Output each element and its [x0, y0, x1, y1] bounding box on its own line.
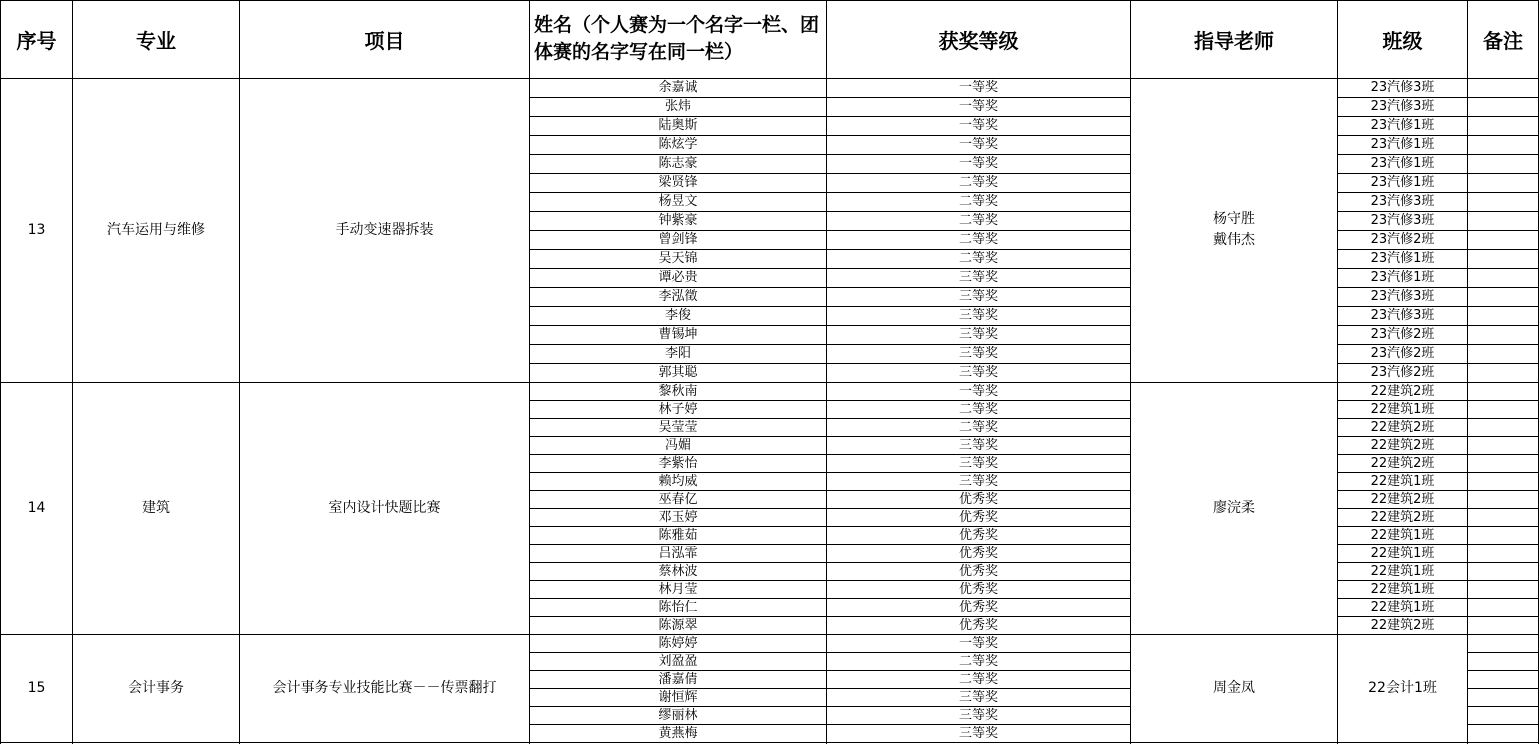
- name-cell: 谭必贵: [658, 270, 698, 285]
- major-cell: 汽车运用与维修: [107, 221, 205, 238]
- group-border: [0, 742, 1539, 743]
- row-divider: [1337, 436, 1467, 437]
- row-divider: [1467, 544, 1538, 545]
- class-cell: 23汽修1班: [1370, 118, 1435, 133]
- award-cell: 三等奖: [958, 346, 998, 361]
- seq-cell: 13: [27, 221, 46, 238]
- row-divider: [529, 192, 1130, 193]
- row-divider: [529, 211, 1130, 212]
- row-divider: [1467, 135, 1538, 136]
- name-cell: 陈炫学: [658, 137, 698, 152]
- header-major: 专业: [136, 28, 176, 53]
- row-divider: [1467, 418, 1538, 419]
- class-cell: 23汽修1班: [1370, 137, 1435, 152]
- row-divider: [1337, 211, 1467, 212]
- row-divider: [529, 400, 1130, 401]
- row-divider: [529, 363, 1130, 364]
- name-cell: 曾剑锋: [658, 232, 698, 247]
- seq-cell: 14: [27, 499, 46, 516]
- class-cell: 22建筑1班: [1370, 581, 1435, 597]
- row-divider: [529, 580, 1130, 581]
- award-cell: 优秀奖: [958, 491, 998, 507]
- row-divider: [529, 344, 1130, 345]
- row-divider: [529, 173, 1130, 174]
- row-divider: [1467, 97, 1538, 98]
- class-cell: 22建筑2班: [1370, 491, 1435, 507]
- class-cell: 23汽修3班: [1370, 213, 1435, 228]
- row-divider: [529, 562, 1130, 563]
- row-divider: [1337, 287, 1467, 288]
- row-divider: [1337, 454, 1467, 455]
- award-cell: 二等奖: [958, 653, 998, 669]
- class-cell: 22建筑1班: [1370, 545, 1435, 561]
- row-divider: [529, 490, 1130, 491]
- row-divider: [1337, 418, 1467, 419]
- award-cell: 二等奖: [958, 671, 998, 687]
- row-divider: [529, 508, 1130, 509]
- class-cell: 23汽修1班: [1370, 251, 1435, 266]
- row-divider: [1337, 325, 1467, 326]
- name-cell: 李俊: [664, 308, 691, 323]
- row-divider: [1337, 268, 1467, 269]
- award-cell: 优秀奖: [958, 545, 998, 561]
- row-divider: [1337, 363, 1467, 364]
- name-cell: 黄燕梅: [658, 725, 698, 741]
- row-divider: [529, 230, 1130, 231]
- row-divider: [529, 287, 1130, 288]
- award-cell: 一等奖: [958, 383, 998, 399]
- row-divider: [1467, 526, 1538, 527]
- teacher-cell: 廖浣柔: [1213, 499, 1255, 516]
- award-cell: 二等奖: [958, 251, 998, 266]
- award-cell: 三等奖: [958, 707, 998, 723]
- award-cell: 优秀奖: [958, 527, 998, 543]
- row-divider: [1337, 135, 1467, 136]
- class-cell: 22建筑2班: [1370, 419, 1435, 435]
- row-divider: [529, 526, 1130, 527]
- award-cell: 优秀奖: [958, 509, 998, 525]
- row-divider: [1467, 116, 1538, 117]
- row-divider: [1467, 192, 1538, 193]
- row-divider: [1337, 230, 1467, 231]
- column-divider: [1337, 0, 1338, 744]
- award-cell: 二等奖: [958, 419, 998, 435]
- major-cell: 建筑: [142, 499, 170, 516]
- row-divider: [1467, 230, 1538, 231]
- award-cell: 一等奖: [958, 80, 998, 95]
- project-cell: 手动变速器拆装: [335, 221, 434, 238]
- row-divider: [529, 97, 1130, 98]
- name-cell: 冯媚: [664, 437, 691, 453]
- header-award: 获奖等级: [938, 28, 1019, 53]
- header-teacher: 指导老师: [1194, 28, 1274, 53]
- class-cell: 23汽修1班: [1370, 270, 1435, 285]
- row-divider: [1337, 544, 1467, 545]
- award-cell: 三等奖: [958, 289, 998, 304]
- row-divider: [529, 616, 1130, 617]
- name-cell: 林子婷: [658, 401, 698, 417]
- name-cell: 李紫怡: [658, 455, 698, 471]
- name-cell: 邓玉婷: [658, 509, 698, 525]
- teacher-cell: 杨守胜 戴伟杰: [1213, 211, 1255, 248]
- name-cell: 郭其聪: [658, 365, 698, 380]
- column-divider: [1467, 0, 1468, 744]
- row-divider: [529, 154, 1130, 155]
- award-cell: 一等奖: [958, 137, 998, 152]
- row-divider: [1337, 598, 1467, 599]
- class-cell: 23汽修2班: [1370, 346, 1435, 361]
- name-cell: 陆奥斯: [658, 118, 698, 133]
- class-cell: 23汽修2班: [1370, 327, 1435, 342]
- class-cell: 23汽修3班: [1370, 99, 1435, 114]
- column-divider: [239, 0, 240, 744]
- class-cell: 22建筑1班: [1370, 563, 1435, 579]
- row-divider: [1467, 580, 1538, 581]
- award-cell: 三等奖: [958, 270, 998, 285]
- row-divider: [1467, 472, 1538, 473]
- award-cell: 三等奖: [958, 473, 998, 489]
- row-divider: [529, 436, 1130, 437]
- name-cell: 巫春亿: [658, 491, 698, 507]
- row-divider: [1337, 526, 1467, 527]
- name-cell: 李阳: [664, 346, 691, 361]
- class-cell: 22会计1班: [1368, 679, 1437, 696]
- row-divider: [1467, 508, 1538, 509]
- award-cell: 优秀奖: [958, 599, 998, 615]
- class-cell: 22建筑2班: [1370, 455, 1435, 471]
- name-cell: 张炜: [664, 99, 691, 114]
- award-cell: 一等奖: [958, 635, 998, 651]
- award-cell: 一等奖: [958, 156, 998, 171]
- row-divider: [1467, 724, 1538, 725]
- class-cell: 22建筑2班: [1370, 617, 1435, 633]
- column-divider: [529, 0, 530, 744]
- project-cell: 室内设计快题比赛: [328, 499, 441, 516]
- row-divider: [1467, 670, 1538, 671]
- row-divider: [1337, 562, 1467, 563]
- award-cell: 三等奖: [958, 725, 998, 741]
- name-cell: 吴天锦: [658, 251, 698, 266]
- row-divider: [1467, 287, 1538, 288]
- header-project: 项目: [364, 28, 405, 53]
- header-name: 姓名（个人赛为一个名字一栏、团体赛的名字写在同一栏）: [534, 14, 820, 63]
- class-cell: 23汽修1班: [1370, 175, 1435, 190]
- row-divider: [1337, 116, 1467, 117]
- row-divider: [529, 268, 1130, 269]
- column-divider: [72, 0, 73, 744]
- row-divider: [529, 706, 1130, 707]
- name-cell: 杨昱文: [658, 194, 698, 209]
- row-divider: [1467, 598, 1538, 599]
- row-divider: [1337, 490, 1467, 491]
- row-divider: [529, 454, 1130, 455]
- name-cell: 钟紫豪: [658, 213, 698, 228]
- row-divider: [1467, 436, 1538, 437]
- name-cell: 赖均威: [658, 473, 698, 489]
- class-cell: 23汽修3班: [1370, 194, 1435, 209]
- seq-cell: 15: [27, 679, 46, 696]
- class-cell: 23汽修3班: [1370, 308, 1435, 323]
- class-cell: 22建筑1班: [1370, 473, 1435, 489]
- name-cell: 陈婷婷: [658, 635, 698, 651]
- award-cell: 二等奖: [958, 401, 998, 417]
- column-divider: [826, 0, 827, 744]
- row-divider: [1467, 306, 1538, 307]
- major-cell: 会计事务: [128, 679, 184, 696]
- row-divider: [1467, 344, 1538, 345]
- class-cell: 22建筑2班: [1370, 509, 1435, 525]
- name-cell: 吕泓霏: [658, 545, 698, 561]
- row-divider: [529, 306, 1130, 307]
- name-cell: 陈雅茹: [658, 527, 698, 543]
- row-divider: [529, 135, 1130, 136]
- award-cell: 三等奖: [958, 437, 998, 453]
- class-cell: 22建筑2班: [1370, 437, 1435, 453]
- award-cell: 一等奖: [958, 118, 998, 133]
- project-cell: 会计事务专业技能比赛－－传票翻打: [272, 679, 497, 696]
- award-cell: 一等奖: [958, 99, 998, 114]
- row-divider: [529, 724, 1130, 725]
- header-class: 班级: [1382, 28, 1423, 53]
- class-cell: 23汽修3班: [1370, 80, 1435, 95]
- row-divider: [1337, 508, 1467, 509]
- award-cell: 三等奖: [958, 327, 998, 342]
- row-divider: [529, 249, 1130, 250]
- row-divider: [1467, 173, 1538, 174]
- name-cell: 蔡林波: [658, 563, 698, 579]
- row-divider: [529, 472, 1130, 473]
- class-cell: 23汽修2班: [1370, 365, 1435, 380]
- row-divider: [1337, 173, 1467, 174]
- name-cell: 曹锡坤: [658, 327, 698, 342]
- award-cell: 优秀奖: [958, 617, 998, 633]
- row-divider: [1467, 706, 1538, 707]
- class-cell: 22建筑1班: [1370, 599, 1435, 615]
- row-divider: [529, 116, 1130, 117]
- class-cell: 23汽修1班: [1370, 156, 1435, 171]
- row-divider: [1467, 400, 1538, 401]
- row-divider: [529, 544, 1130, 545]
- row-divider: [1467, 490, 1538, 491]
- row-divider: [1337, 400, 1467, 401]
- name-cell: 陈志豪: [658, 156, 698, 171]
- class-cell: 23汽修2班: [1370, 232, 1435, 247]
- row-divider: [1467, 211, 1538, 212]
- row-divider: [1467, 325, 1538, 326]
- name-cell: 吴莹莹: [658, 419, 698, 435]
- award-cell: 二等奖: [958, 213, 998, 228]
- row-divider: [1467, 268, 1538, 269]
- row-divider: [529, 325, 1130, 326]
- award-cell: 二等奖: [958, 194, 998, 209]
- row-divider: [1467, 616, 1538, 617]
- teacher-cell: 周金凤: [1213, 679, 1255, 696]
- name-cell: 刘盈盈: [658, 653, 698, 669]
- header-border: [0, 78, 1539, 79]
- row-divider: [1337, 306, 1467, 307]
- row-divider: [1337, 344, 1467, 345]
- row-divider: [1467, 688, 1538, 689]
- row-divider: [1337, 249, 1467, 250]
- row-divider: [1337, 472, 1467, 473]
- name-cell: 潘嘉倩: [658, 671, 698, 687]
- class-cell: 22建筑1班: [1370, 401, 1435, 417]
- name-cell: 余嘉诚: [658, 80, 698, 95]
- name-cell: 缪丽林: [658, 707, 698, 723]
- row-divider: [1467, 562, 1538, 563]
- row-divider: [1337, 154, 1467, 155]
- class-cell: 23汽修3班: [1370, 289, 1435, 304]
- row-divider: [1467, 154, 1538, 155]
- award-cell: 三等奖: [958, 308, 998, 323]
- name-cell: 谢恒辉: [658, 689, 698, 705]
- award-cell: 三等奖: [958, 365, 998, 380]
- name-cell: 陈怡仁: [658, 599, 698, 615]
- column-divider: [1130, 0, 1131, 744]
- header-seq: 序号: [16, 28, 57, 53]
- name-cell: 黎秋南: [658, 383, 698, 399]
- row-divider: [1467, 454, 1538, 455]
- name-cell: 李泓徵: [658, 289, 698, 304]
- name-cell: 梁贤锋: [658, 175, 698, 190]
- column-divider: [0, 0, 1, 744]
- row-divider: [1337, 192, 1467, 193]
- class-cell: 22建筑2班: [1370, 383, 1435, 399]
- row-divider: [1337, 616, 1467, 617]
- name-cell: 陈源翠: [658, 617, 698, 633]
- award-cell: 三等奖: [958, 455, 998, 471]
- name-cell: 林月莹: [658, 581, 698, 597]
- row-divider: [529, 598, 1130, 599]
- row-divider: [1337, 97, 1467, 98]
- award-cell: 优秀奖: [958, 581, 998, 597]
- row-divider: [1467, 652, 1538, 653]
- row-divider: [529, 652, 1130, 653]
- row-divider: [529, 670, 1130, 671]
- award-cell: 优秀奖: [958, 563, 998, 579]
- header-remark: 备注: [1483, 28, 1523, 53]
- row-divider: [1337, 580, 1467, 581]
- row-divider: [1467, 249, 1538, 250]
- row-divider: [1467, 363, 1538, 364]
- row-divider: [529, 418, 1130, 419]
- class-cell: 22建筑1班: [1370, 527, 1435, 543]
- award-cell: 二等奖: [958, 175, 998, 190]
- award-cell: 三等奖: [958, 689, 998, 705]
- row-divider: [529, 688, 1130, 689]
- award-cell: 二等奖: [958, 232, 998, 247]
- table-top-border: [0, 0, 1539, 1]
